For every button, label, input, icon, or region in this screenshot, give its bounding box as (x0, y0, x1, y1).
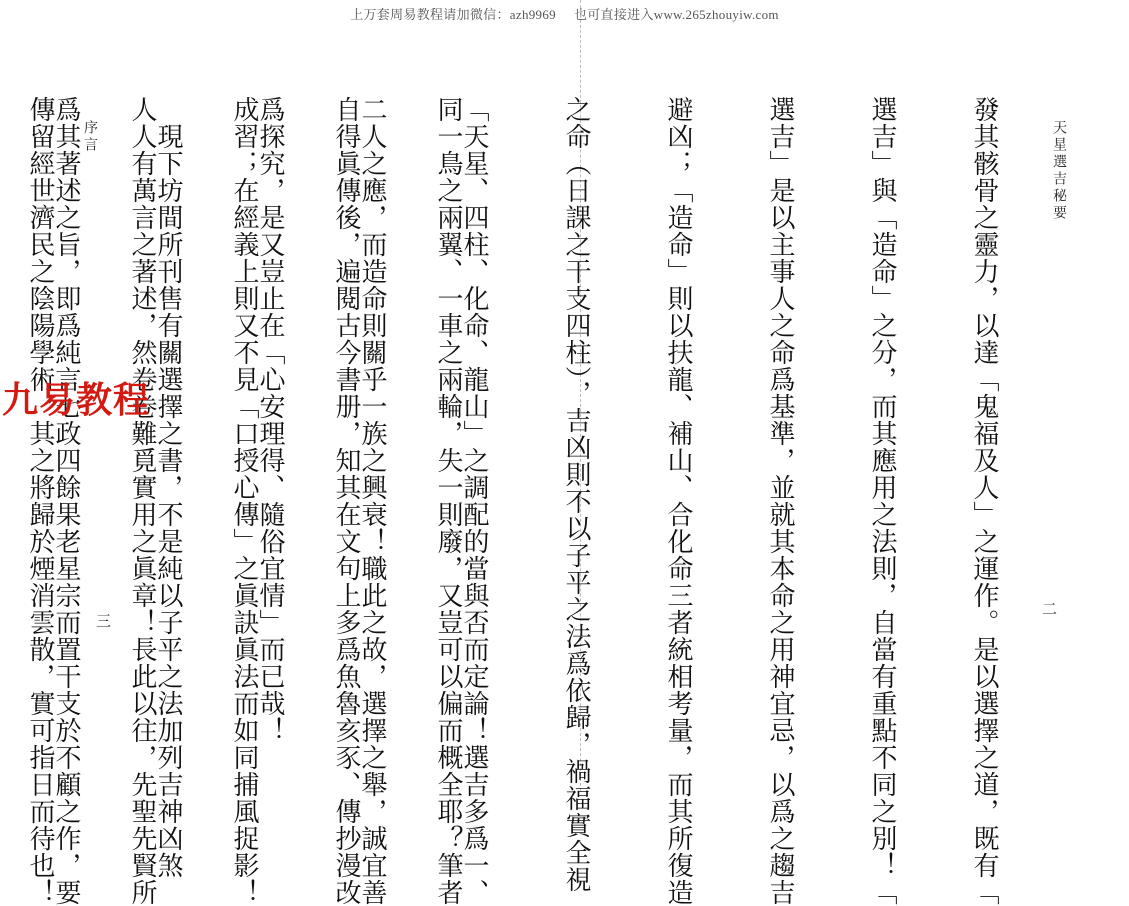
text-column: 成習；在經義上則又不見「口授心傳」之眞訣眞法而如同捕風捉影！ (229, 96, 259, 906)
right-page-header: 天星選吉秘要 (1051, 120, 1067, 222)
banner-link[interactable]: 也可直接进入www.265zhouyiw.com (573, 7, 779, 22)
text-column: 「天星、四柱、化命、龍山」之調配的當與否而定論！選吉多爲一、 (459, 96, 489, 906)
text-column: 傳留經世濟民之陰陽學術，其之將歸於煙消雲散，實可指日而待也！ (25, 96, 55, 906)
left-page-number: 三 (96, 612, 112, 630)
text-column: 二人之應，而造命則關乎一族之興衰！職此之故，選擇之舉，誠宜善 (357, 96, 387, 906)
text-column: 自得眞傳後，遍閱古今書册，知其在文句上多爲魚魯亥豕、傳抄漫改 (331, 96, 361, 906)
watermark-logo: 九易教程 (2, 380, 151, 421)
text-column: 之命（日課之干支四柱），吉凶則不以子平之法爲依歸，禍福實全視 (561, 96, 591, 893)
text-column: 發其骸骨之靈力，以達「鬼福及人」之運作。是以選擇之道，既有「 (969, 96, 999, 906)
text-column: 選吉」是以主事人之命爲基準，並就其本命之用神宜忌，以爲之趨吉 (765, 96, 795, 906)
text-column: 人人有萬言之著述，然卷卷難覓實用之眞章！長此以往，先聖先賢所 (127, 96, 157, 906)
text-column: 同一鳥之兩翼、一車之兩輪，失一則廢，又豈可以偏而概全耶？筆者 (433, 96, 463, 906)
left-page-header: 序言 (82, 120, 98, 154)
text-column: 避凶；「造命」則以扶龍、補山、合化命三者統相考量，而其所復造 (663, 96, 693, 906)
text-column: 爲其著述之旨，即爲純言七政四餘果老星宗而置干支於不顧之作，要 (51, 96, 81, 906)
right-page-number: 二 (1041, 600, 1057, 618)
banner-text: 上万套周易教程请加微信：azh9969 (350, 7, 556, 22)
text-column: 現下坊間所刊售有關選擇之書，不是純以子平之法加列吉神凶煞 (153, 96, 183, 879)
text-column: 爲探究，是又豈止在「心安理得、隨俗宜情」而已哉！ (255, 96, 285, 744)
text-column: 選吉」與「造命」之分，而其應用之法則，自當有重點不同之別！「 (867, 96, 897, 906)
